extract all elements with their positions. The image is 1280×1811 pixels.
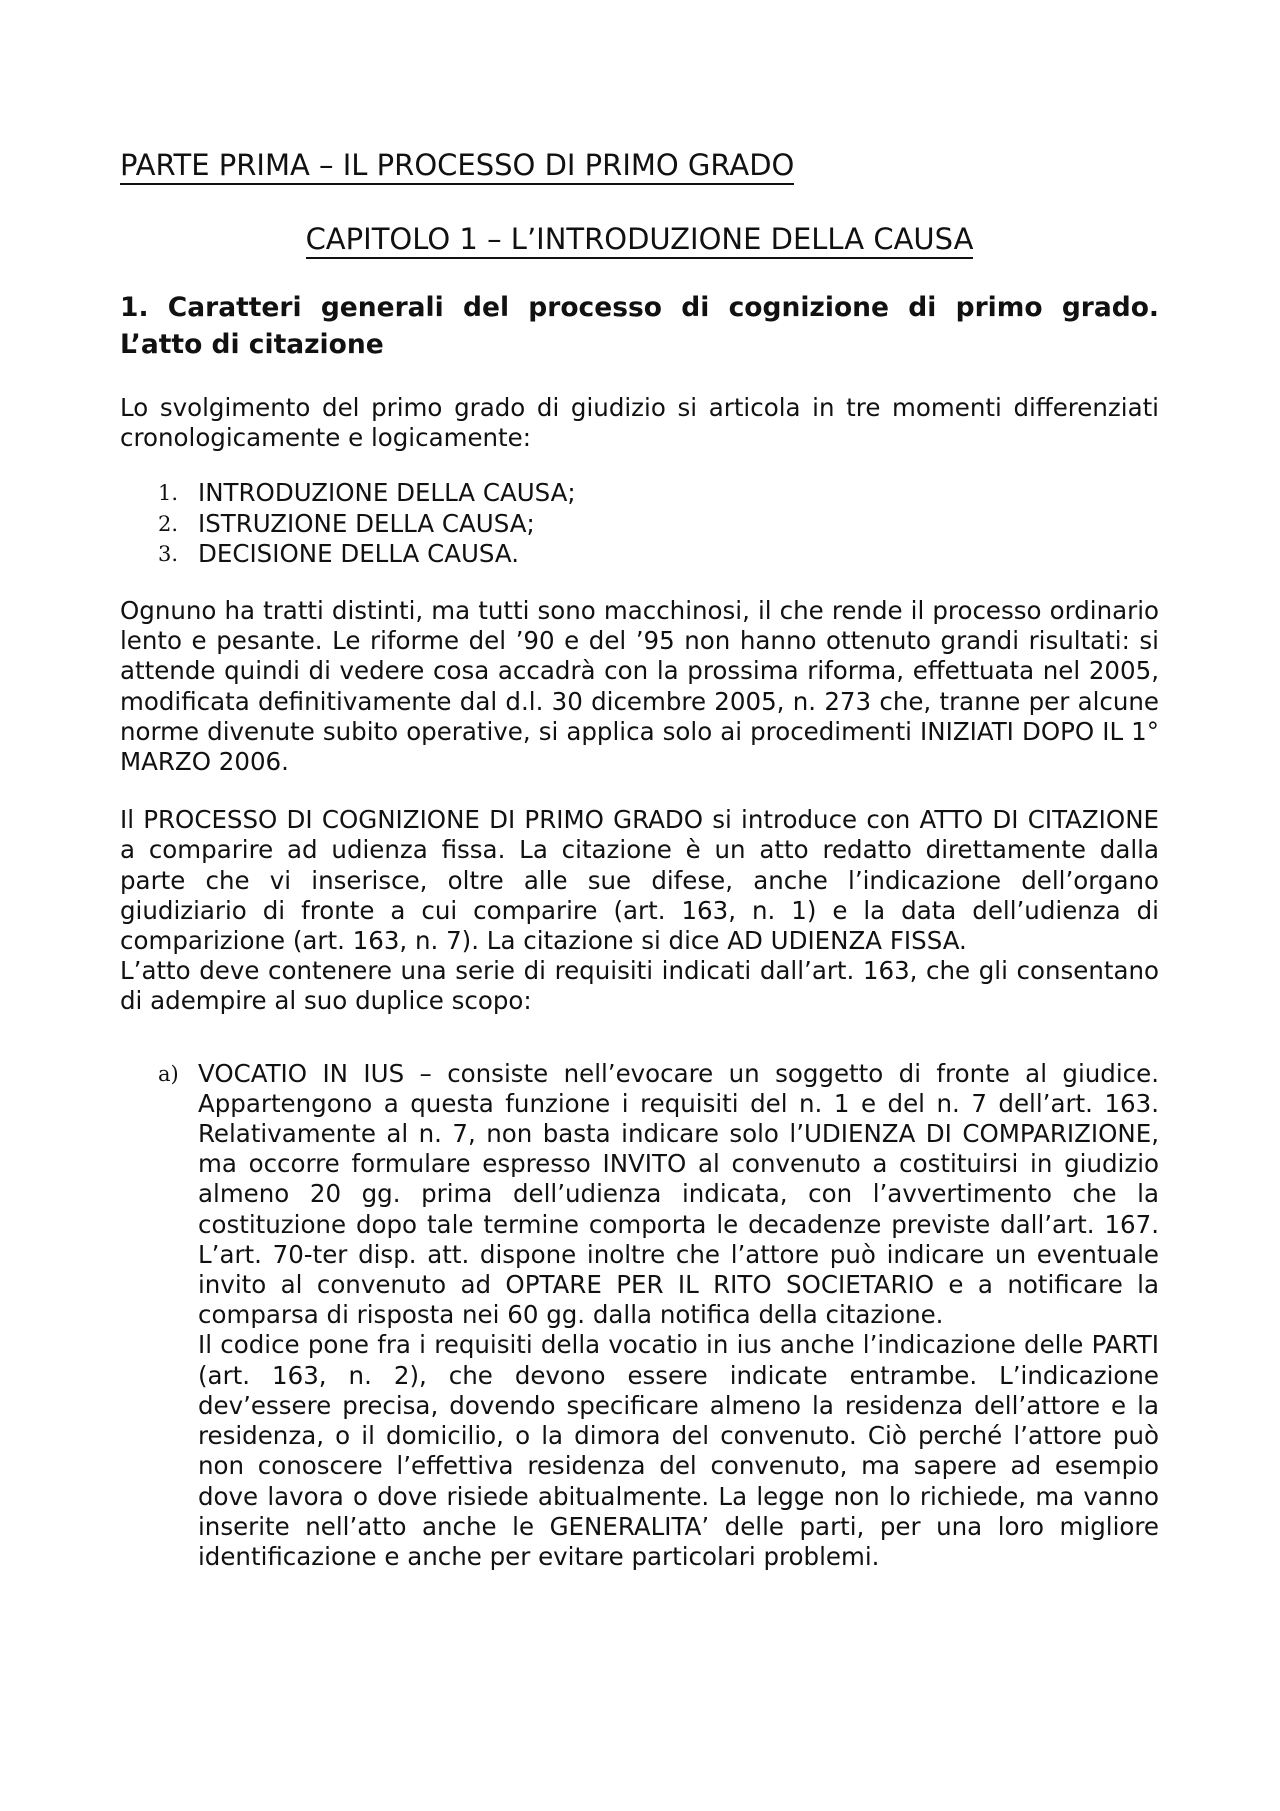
chapter-heading [120,222,1159,259]
list-item-text: INTRODUZIONE DELLA CAUSA; [198,478,576,508]
list-item-text: ISTRUZIONE DELLA CAUSA; [198,508,535,538]
list-marker: 3. [158,541,179,566]
body-paragraph: L’atto deve contenere una serie di requisiti indicati dall’art. 163, che gli consentano di adempire al suo duplice scopo: [120,956,1159,1016]
phases-list [120,478,1159,569]
list-marker: 2. [158,511,179,536]
list-marker: a) [158,1061,179,1086]
intro-paragraph: Lo svolgimento del primo grado di giudizio si articola in tre momenti differenziati cronologicamente e logicamente: [120,393,1159,453]
list-item [120,478,1159,508]
list-item [120,509,1159,539]
purposes-list [120,1059,1159,1572]
list-item [120,539,1159,569]
list-item-text: Il codice pone fra i requisiti della vocatio in ius anche l’indicazione delle PARTI (art. 163, n. 2), che devono essere indicate entrambe. L’indicazione dev’essere precisa, dovendo specificare almeno la residenza dell’attore e la residenza, o il domicilio, o la dimora del convenuto. Ciò perché l’attore può non conoscere l’effettiva residenza del convenuto, ma sapere ad esempio dove lavora o dove risiede abitualmente. La legge non lo richiede, ma vanno inserite nell’atto anche le GENERALITA’ delle parti, per una loro migliore identificazione e anche per evitare particolari problemi. [198,1330,1159,1571]
body-paragraph: Ognuno ha tratti distinti, ma tutti sono macchinosi, il che rende il processo ordinario lento e pesante. Le riforme del ’90 e del ’95 non hanno ottenuto grandi risultati: si attende quindi di vedere cosa accadrà con la prossima riforma, effettuata nel 2005, modificata definitivamente dal d.l. 30 dicembre 2005, n. 273 che, tranne per alcune norme divenute subito operative, si applica solo ai procedimenti INIZIATI DOPO IL 1° MARZO 2006. [120,596,1159,777]
list-item-text: VOCATIO IN IUS – consiste nell’evocare un soggetto di fronte al giudice. Appartengono a questa funzione i requisiti del n. 1 e del n. 7 dell’art. 163. Relativamente al n. 7, non basta indicare solo l’UDIENZA DI COMPARIZIONE, ma occorre formulare espresso INVITO al convenuto a costituirsi in giudizio almeno 20 gg. prima dell’udienza indicata, con l’avvertimento che la costituzione dopo tale termine comporta le decadenze previste dall’art. 167. L’art. 70-ter disp. att. dispone inoltre che l’attore può indicare un eventuale invito al convenuto ad OPTARE PER IL RITO SOCIETARIO e a notificare la comparsa di risposta nei 60 gg. dalla notifica della citazione. [198,1058,1159,1330]
list-item [120,1059,1159,1572]
list-marker: 1. [158,481,179,506]
chapter-title: CAPITOLO 1 – L’INTRODUZIONE DELLA CAUSA [306,222,974,259]
body-paragraph: Il PROCESSO DI COGNIZIONE DI PRIMO GRADO si introduce con ATTO DI CITAZIONE a comparire ad udienza fissa. La citazione è un atto redatto direttamente dalla parte che vi inserisce, oltre alle sue difese, anche l’indicazione dell’organo giudiziario di fronte a cui comparire (art. 163, n. 1) e la data dell’udienza di comparizione (art. 163, n. 7). La citazione si dice AD UDIENZA FISSA. [120,805,1159,956]
section-title: 1. Caratteri generali del processo di cognizione di primo grado. L’atto di citazione [120,292,1159,360]
list-item-text: DECISIONE DELLA CAUSA. [198,538,520,568]
part-title: PARTE PRIMA – IL PROCESSO DI PRIMO GRADO [120,148,794,185]
document-body [120,148,1159,1572]
